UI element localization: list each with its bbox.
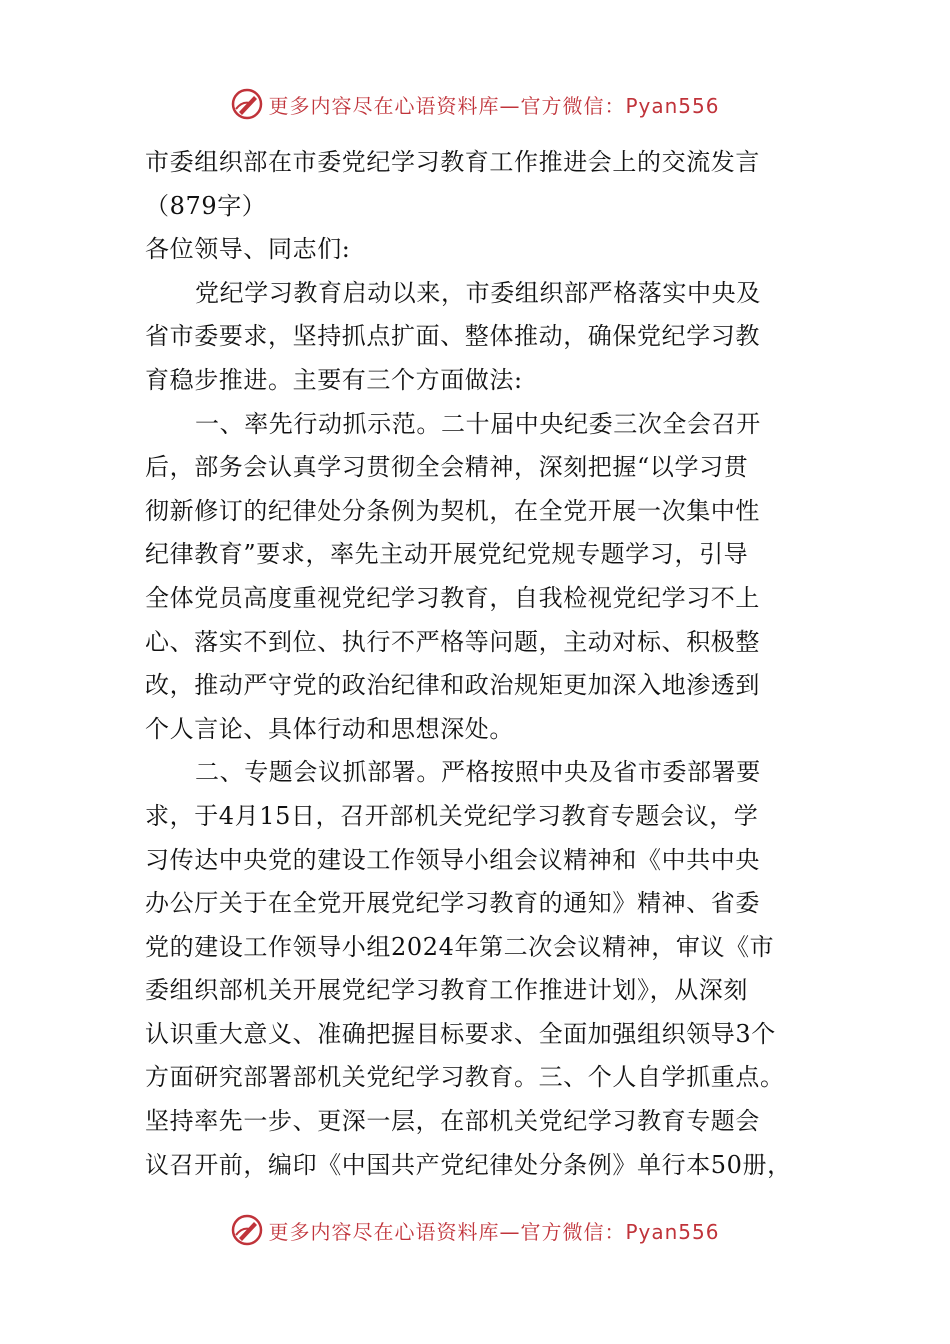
document-title: 市委组织部在市委党纪学习教育工作推进会上的交流发言 <box>145 148 760 176</box>
text-line: 各位领导、同志们: <box>145 235 351 264</box>
text-line: 求，于4月15日，召开部机关党纪学习教育专题会议，学 <box>145 801 759 830</box>
pen-logo-icon <box>230 1213 264 1247</box>
text-line: 党的建设工作领导小组2024年第二次会议精神，审议《市 <box>145 932 775 961</box>
header-watermark-text: 更多内容尽在心语资料库—官方微信：Pyan556 <box>268 93 720 118</box>
text-line: 省市委要求，坚持抓点扩面、整体推动，确保党纪学习教 <box>145 322 760 351</box>
text-line: 后，部务会认真学习贯彻全会精神，深刻把握“以学习贯 <box>145 453 749 482</box>
text-line: 委组织部机关开展党纪学习教育工作推进计划》，从深刻 <box>145 976 748 1005</box>
header-watermark-banner <box>0 84 950 124</box>
text-line: 心、落实不到位、执行不严格等问题，主动对标、积极整 <box>145 627 760 656</box>
document-body <box>145 141 810 1187</box>
text-line: 育稳步推进。主要有三个方面做法: <box>145 365 523 394</box>
text-line: 党纪学习教育启动以来，市委组织部严格落实中央及 <box>195 278 761 307</box>
text-line: （879字） <box>145 191 267 220</box>
text-line: 坚持率先一步、更深一层，在部机关党纪学习教育专题会 <box>145 1107 760 1136</box>
text-line: 二、专题会议抓部署。严格按照中央及省市委部署要 <box>195 758 761 787</box>
text-line: 办公厅关于在全党开展党纪学习教育的通知》精神、省委 <box>145 889 760 918</box>
pen-logo-icon <box>230 87 264 121</box>
footer-watermark-banner <box>0 1210 950 1250</box>
footer-watermark-text: 更多内容尽在心语资料库—官方微信：Pyan556 <box>268 1219 720 1244</box>
text-line: 习传达中央党的建设工作领导小组会议精神和《中共中央 <box>145 845 760 874</box>
text-line: 个人言论、具体行动和思想深处。 <box>145 714 514 743</box>
text-line: 一、率先行动抓示范。二十届中央纪委三次全会召开 <box>195 409 761 438</box>
text-line: 全体党员高度重视党纪学习教育，自我检视党纪学习不上 <box>145 583 760 612</box>
text-line: 议召开前，编印《中国共产党纪律处分条例》单行本50册， <box>145 1150 792 1179</box>
text-line: 纪律教育”要求，率先主动开展党纪党规专题学习，引导 <box>145 540 749 569</box>
text-line: 彻新修订的纪律处分条例为契机，在全党开展一次集中性 <box>145 496 760 525</box>
text-line: 方面研究部署部机关党纪学习教育。三、个人自学抓重点。 <box>145 1063 785 1092</box>
text-line: 改，推动严守党的政治纪律和政治规矩更加深入地渗透到 <box>145 671 760 700</box>
text-line: 认识重大意义、准确把握目标要求、全面加强组织领导3个 <box>145 1019 776 1048</box>
